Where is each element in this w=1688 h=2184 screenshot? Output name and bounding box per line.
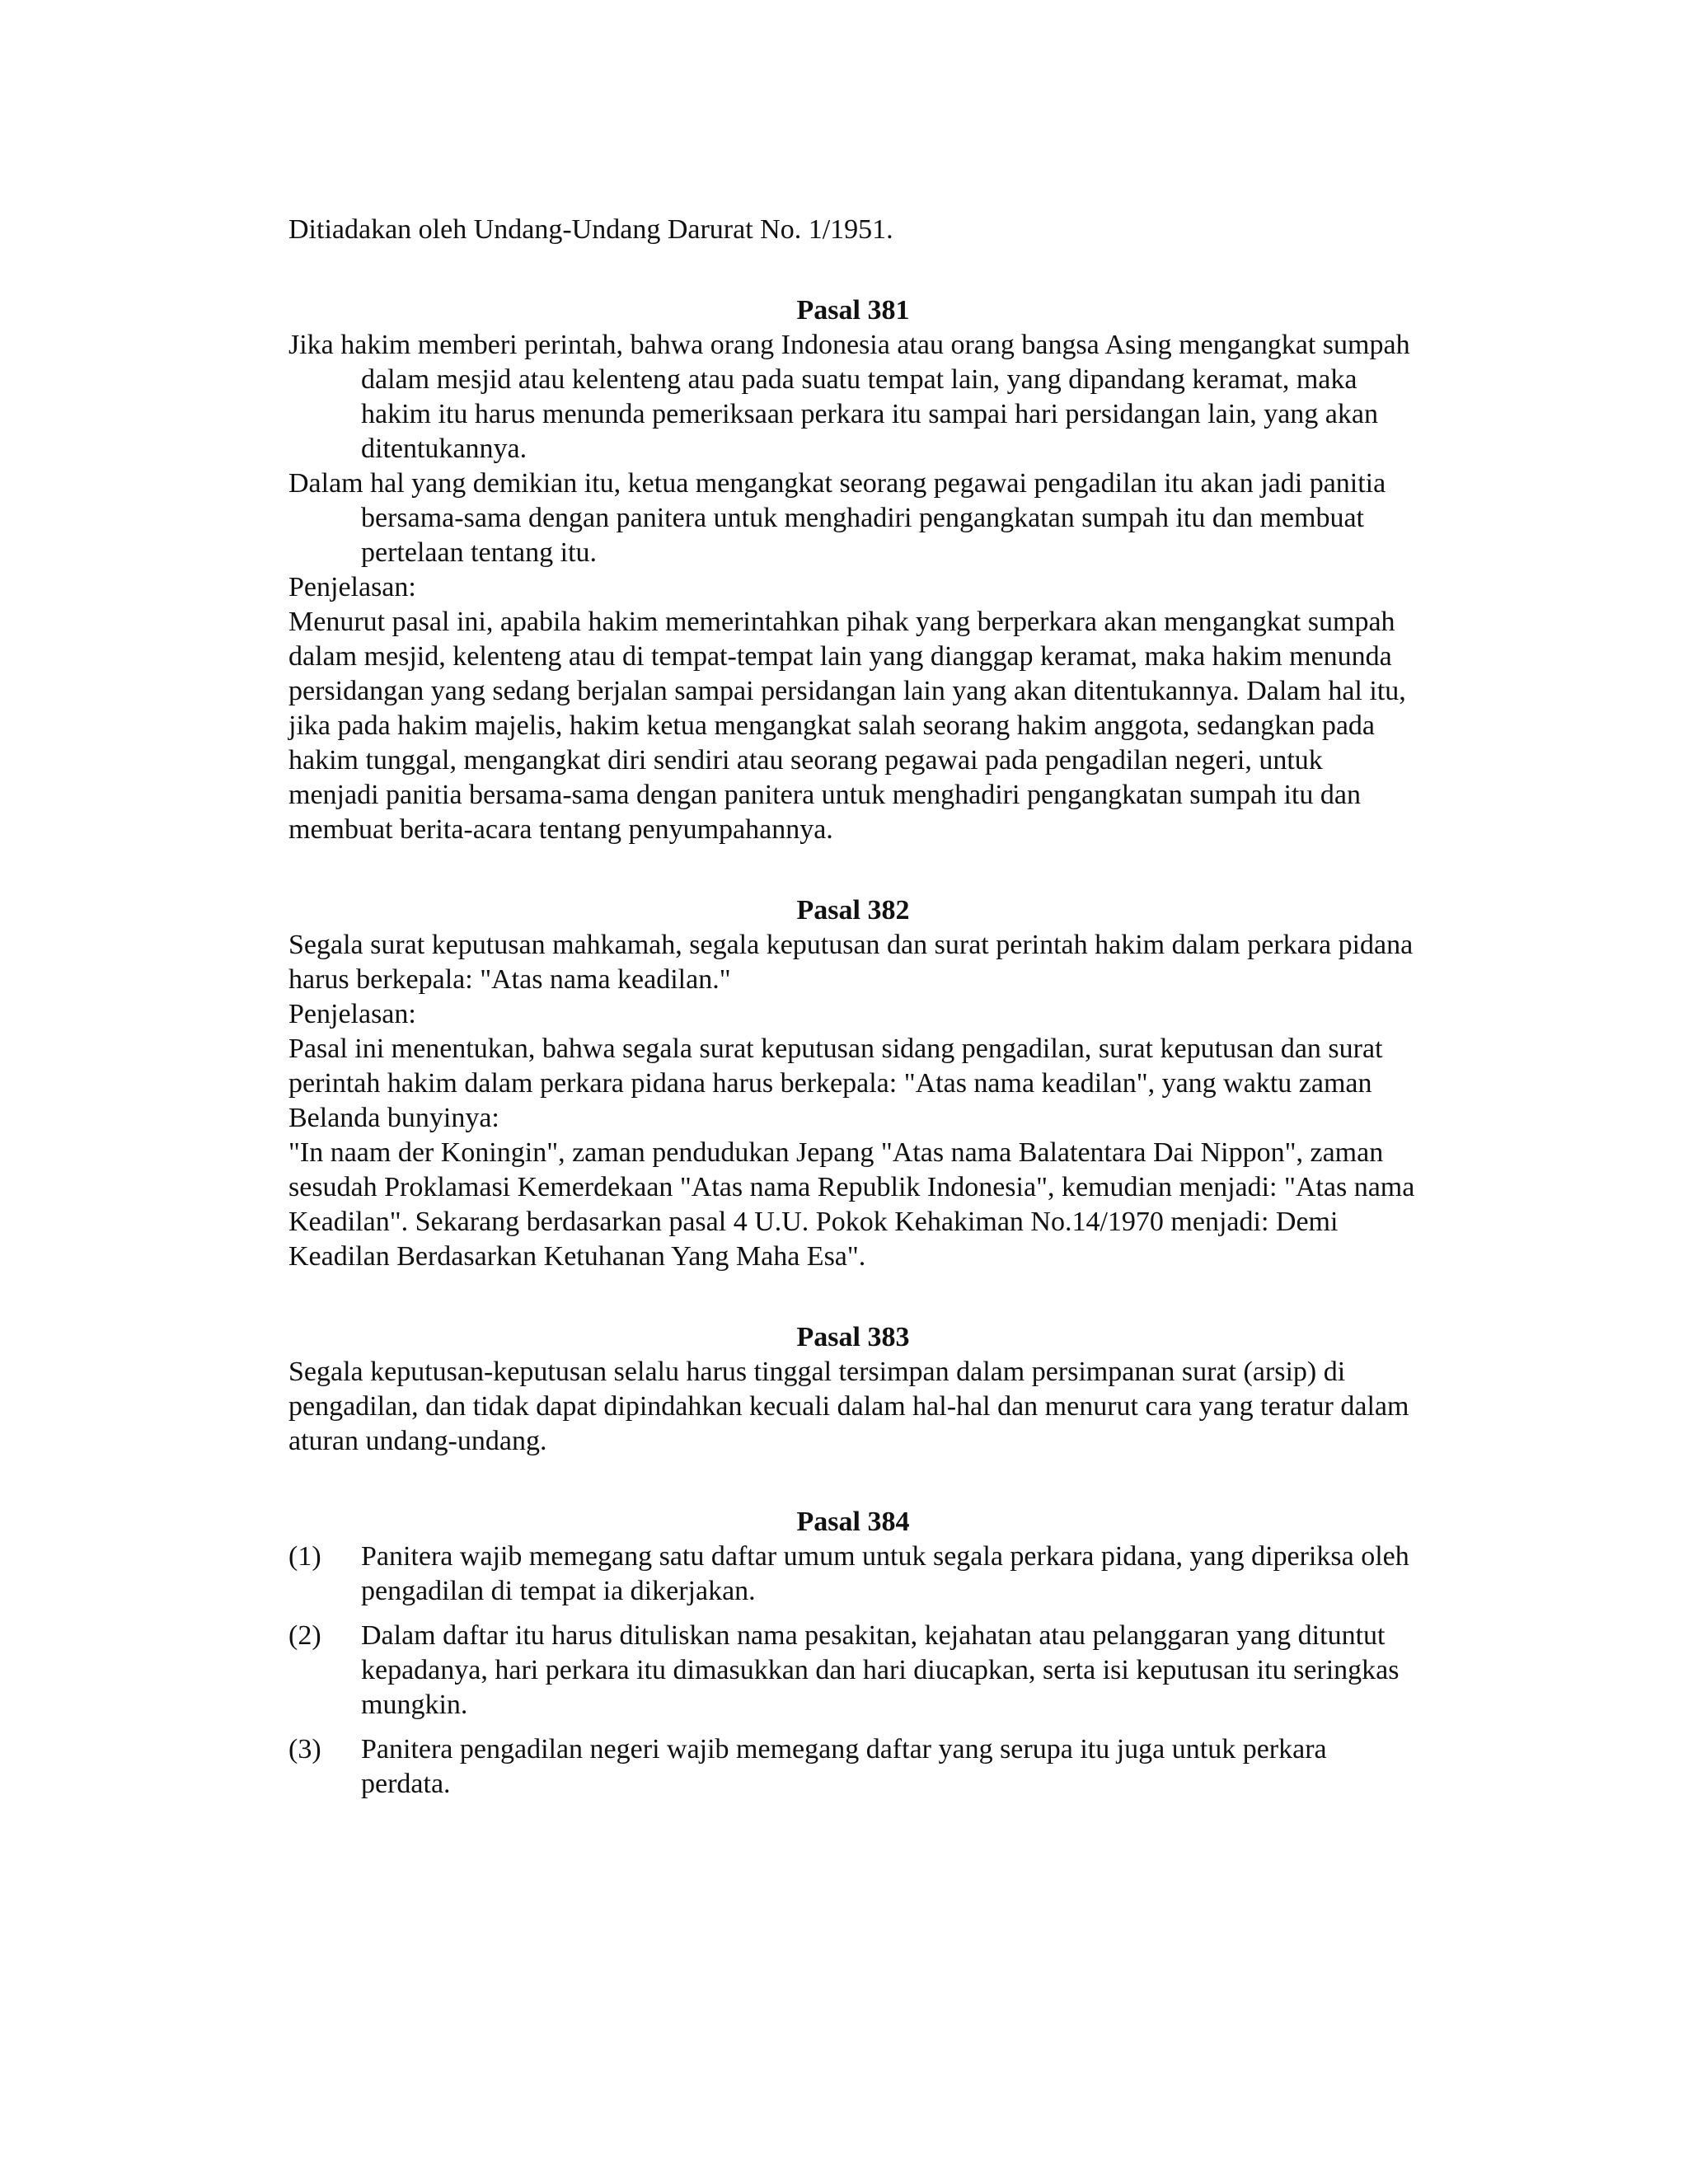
item-number: (3) bbox=[288, 1734, 321, 1765]
pasal-383-paragraph-1: Segala keputusan-keputusan selalu harus tinggal tersimpan dalam persimpanan surat (arsip) di pengadilan, dan tidak dapat dipindahkan kecuali dalam hal-hal dan menurut cara yang teratur dalam aturan undang-undang. bbox=[288, 1357, 1409, 1456]
pasal-381-paragraph-2: Dalam hal yang demikian itu, ketua mengangkat seorang pegawai pengadilan itu akan jadi panitia bersama-sama dengan panitera untuk menghadiri pengangkatan sumpah itu dan membuat pertelaan tentang itu. bbox=[288, 468, 1386, 568]
item-text: Panitera pengadilan negeri wajib memegang daftar yang serupa itu juga untuk perkara perdata. bbox=[361, 1734, 1327, 1799]
pasal-382-title: Pasal 382 bbox=[796, 895, 910, 926]
pasal-381-paragraph-1: Jika hakim memberi perintah, bahwa orang Indonesia atau orang bangsa Asing mengangkat sumpah dalam mesjid atau kelenteng atau pada suatu tempat lain, yang dipandang keramat, maka hakim itu harus menunda pemeriksaan perkara itu sampai hari persidangan lain, yang akan ditentukannya. bbox=[288, 330, 1410, 464]
pasal-382-section bbox=[288, 893, 1418, 1274]
pasal-382-paragraph-1: Segala surat keputusan mahkamah, segala keputusan dan surat perintah hakim dalam perkara pidana harus berkepala: "Atas nama keadilan." bbox=[288, 930, 1414, 995]
pasal-384-section bbox=[288, 1505, 1418, 1802]
pasal-382-penjelasan-text-2: "In naam der Koningin", zaman pendudukan Jepang "Atas nama Balatentara Dai Nippon", zaman sesudah Proklamasi Kemerdekaan "Atas nama Republik Indonesia", kemudian menjadi: "Atas nama Keadilan". Sekarang berdasarkan pasal 4 U.U. Pokok Kehakiman No.14/1970 menjadi: Demi Keadilan Berdasarkan Ketuhanan Yang Maha Esa". bbox=[288, 1137, 1415, 1272]
pasal-381-penjelasan-text: Menurut pasal ini, apabila hakim memerintahkan pihak yang berperkara akan mengangkat sumpah dalam mesjid, kelenteng atau di tempat-tempat lain yang dianggap keramat, maka hakim menunda persidangan yang sedang berjalan sampai persidangan lain yang akan ditentukannya. Dalam hal itu, jika pada hakim majelis, hakim ketua mengangkat salah seorang hakim anggota, sedangkan pada hakim tunggal, mengangkat diri sendiri atau seorang pegawai pada pengadilan negeri, untuk menjadi panitia bersama-sama dengan panitera untuk menghadiri pengangkatan sumpah itu dan membuat berita-acara tentang penyumpahannya. bbox=[288, 607, 1406, 845]
pasal-383-section bbox=[288, 1320, 1418, 1459]
pasal-381-penjelasan-label: Penjelasan: bbox=[288, 572, 416, 602]
item-number: (2) bbox=[288, 1620, 321, 1651]
pasal-381-title: Pasal 381 bbox=[796, 295, 910, 326]
pasal-384-item-1 bbox=[288, 1540, 1418, 1609]
pasal-383-title: Pasal 383 bbox=[796, 1322, 910, 1352]
document-page bbox=[288, 213, 1418, 1811]
intro-text: Ditiadakan oleh Undang-Undang Darurat No. 1/1951. bbox=[288, 214, 893, 245]
pasal-384-item-3 bbox=[288, 1732, 1418, 1802]
pasal-381-section bbox=[288, 293, 1418, 847]
pasal-382-penjelasan-label: Penjelasan: bbox=[288, 999, 416, 1029]
pasal-382-penjelasan-text-1: Pasal ini menentukan, bahwa segala surat keputusan sidang pengadilan, surat keputusan dan surat perintah hakim dalam perkara pidana harus berkepala: "Atas nama keadilan", yang waktu zaman Belanda bunyinya: bbox=[288, 1033, 1383, 1133]
item-number: (1) bbox=[288, 1541, 321, 1572]
pasal-384-title: Pasal 384 bbox=[796, 1507, 910, 1537]
item-text: Dalam daftar itu harus dituliskan nama pesakitan, kejahatan atau pelanggaran yang dituntut kepadanya, hari perkara itu dimasukkan dan hari diucapkan, serta isi keputusan itu seringkas mungkin. bbox=[361, 1620, 1400, 1720]
item-text: Panitera wajib memegang satu daftar umum untuk segala perkara pidana, yang diperiksa oleh pengadilan di tempat ia dikerjakan. bbox=[361, 1541, 1409, 1606]
pasal-384-item-2 bbox=[288, 1619, 1418, 1722]
